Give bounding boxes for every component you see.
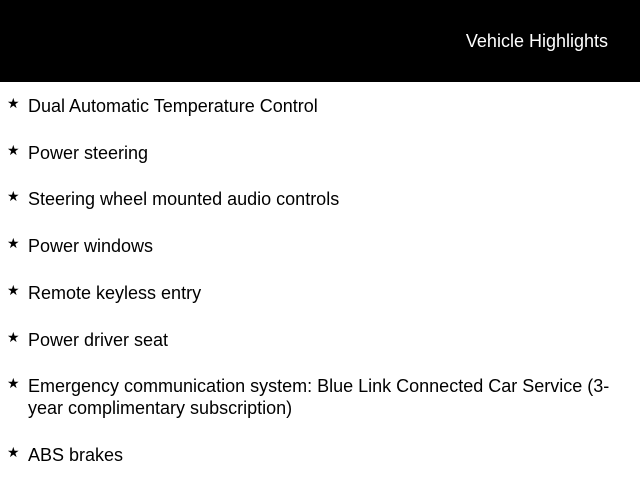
star-icon: ★ <box>7 142 20 158</box>
star-icon: ★ <box>7 444 20 460</box>
star-icon: ★ <box>7 282 20 298</box>
star-icon: ★ <box>7 95 20 111</box>
star-icon: ★ <box>7 235 20 251</box>
highlight-label: Power driver seat <box>28 330 169 350</box>
header-bar <box>0 0 640 82</box>
star-icon: ★ <box>7 329 20 345</box>
highlight-label: Emergency communication system: Blue Link Connected Car Service (3-year complimentary subscription) <box>28 376 610 418</box>
highlight-label: ABS brakes <box>28 445 124 465</box>
highlight-label: Steering wheel mounted audio controls <box>28 189 340 209</box>
star-icon: ★ <box>7 188 20 204</box>
highlight-label: Power windows <box>28 236 154 256</box>
highlight-label: Remote keyless entry <box>28 283 202 303</box>
highlight-label: Power steering <box>28 143 149 163</box>
star-icon: ★ <box>7 375 20 391</box>
page-title: Vehicle Highlights <box>465 31 608 51</box>
highlight-label: Dual Automatic Temperature Control <box>28 96 318 116</box>
